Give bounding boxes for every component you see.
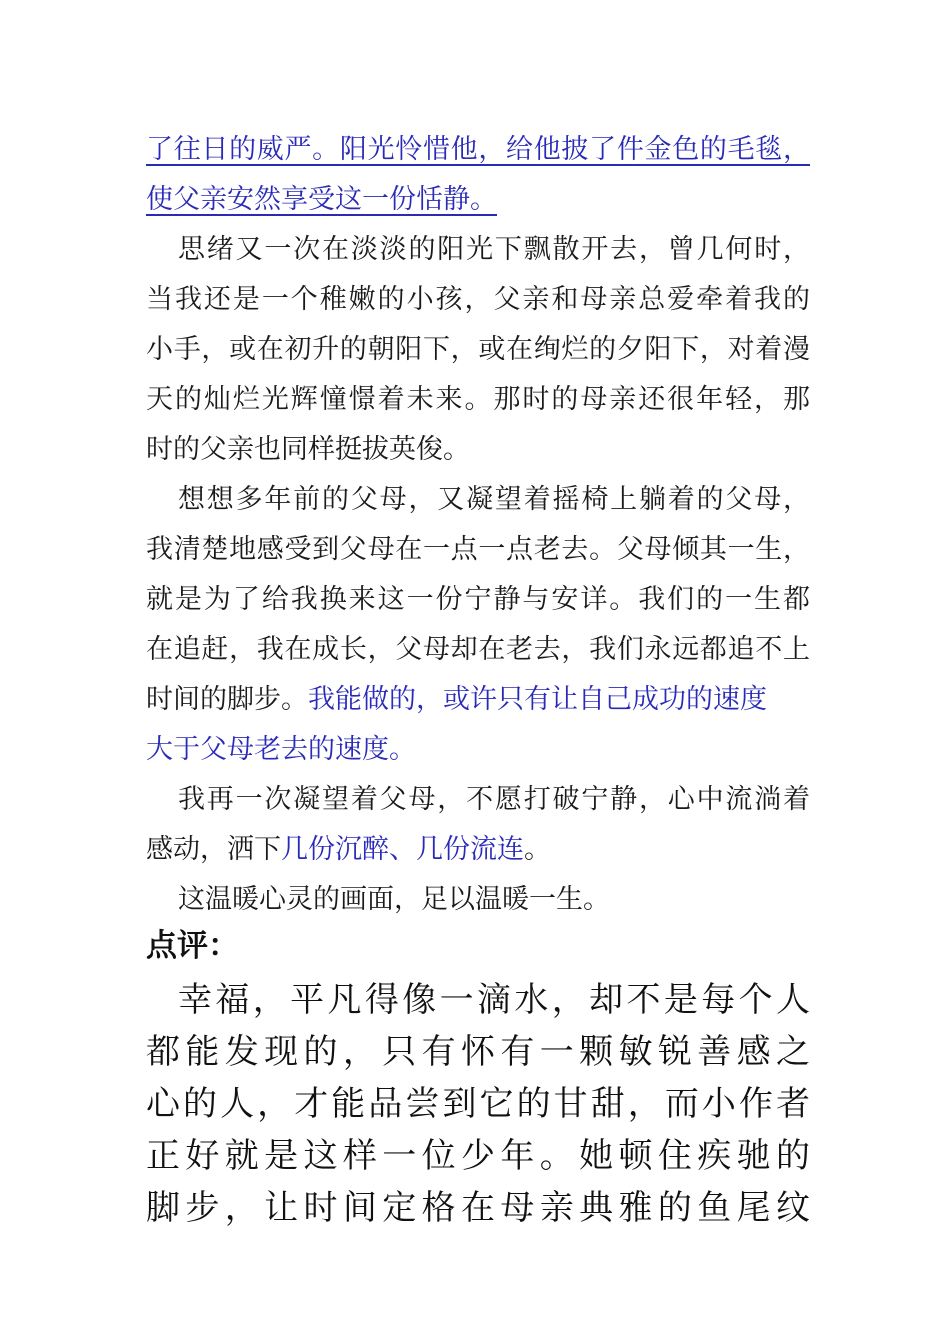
essay-line: 天的灿烂光辉憧憬着未来。那时的母亲还很年轻，那 xyxy=(146,384,810,415)
review-heading: 点评： xyxy=(146,928,239,964)
plain-text: 时间的脚步。 xyxy=(146,684,308,715)
essay-body xyxy=(146,125,810,925)
highlighted-text: 几份沉醉、几份流连 xyxy=(281,834,524,865)
highlighted-text: 大于父母老去的速度。 xyxy=(146,734,416,765)
essay-line: 了往日的威严。阳光怜惜他，给他披了件金色的毛毯， xyxy=(146,134,810,165)
review-line: 都能发现的，只有怀有一颗敏锐善感之 xyxy=(146,1032,810,1072)
review-line: 幸福，平凡得像一滴水，却不是每个人 xyxy=(178,980,810,1020)
essay-line: 小手，或在初升的朝阳下，或在绚烂的夕阳下，对着漫 xyxy=(146,334,810,365)
essay-line: 这温暖心灵的画面，足以温暖一生。 xyxy=(178,884,610,915)
essay-line: 在追赶，我在成长，父母却在老去，我们永远都追不上 xyxy=(146,634,810,665)
essay-line: 我清楚地感受到父母在一点一点老去。父母倾其一生， xyxy=(146,534,810,565)
essay-line: 就是为了给我换来这一份宁静与安详。我们的一生都 xyxy=(146,584,810,615)
essay-line xyxy=(146,825,810,875)
essay-line: 想想多年前的父母，又凝望着摇椅上躺着的父母， xyxy=(178,484,810,515)
highlighted-text: 我能做的，或许只有让自己成功的速度 xyxy=(308,684,767,715)
essay-line: 思绪又一次在淡淡的阳光下飘散开去，曾几何时， xyxy=(178,234,810,265)
plain-text: 。 xyxy=(524,834,551,865)
essay-line xyxy=(146,725,810,775)
essay-line: 当我还是一个稚嫩的小孩，父亲和母亲总爱牵着我的 xyxy=(146,284,810,315)
essay-line xyxy=(146,175,810,225)
essay-line: 我再一次凝望着父母，不愿打破宁静，心中流淌着 xyxy=(178,784,810,815)
essay-line: 时的父亲也同样挺拔英俊。 xyxy=(146,434,470,465)
review-section xyxy=(146,918,810,1234)
plain-text: 感动，洒下 xyxy=(146,834,281,865)
review-line: 正好就是这样一位少年。她顿住疾驰的 xyxy=(146,1136,810,1176)
essay-line xyxy=(146,675,810,725)
highlighted-text: 使父亲安然享受这一份恬静。 xyxy=(146,184,497,215)
review-line: 脚步，让时间定格在母亲典雅的鱼尾纹 xyxy=(146,1188,810,1228)
review-line: 心的人，才能品尝到它的甘甜，而小作者 xyxy=(146,1084,810,1124)
